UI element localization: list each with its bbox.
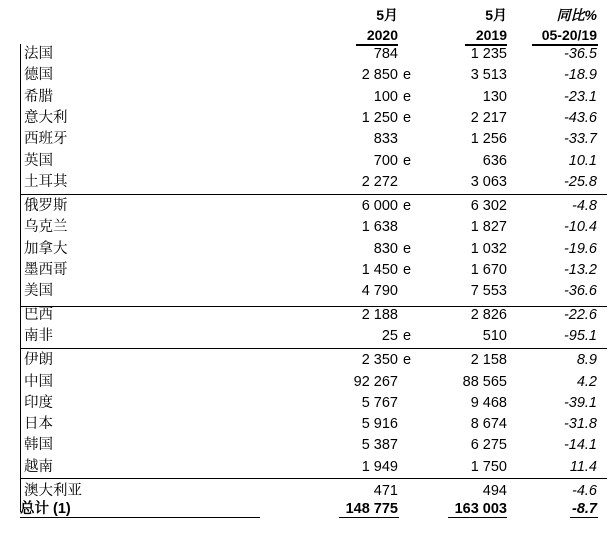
change-percent: -33.7 [563,131,597,148]
table-row [0,372,608,393]
value-2019: 2 826 [470,306,507,323]
country-name: 南非 [24,327,53,344]
change-percent: -22.6 [563,306,597,323]
value-2020: 471 [373,483,398,499]
total-2019: 163 003 [454,501,507,517]
country-name: 西班牙 [24,131,68,148]
header-2020-year: 2020 [366,27,398,43]
value-2020: 784 [373,46,398,62]
change-percent: 11.4 [569,458,597,475]
estimate-flag: e [403,152,412,169]
change-percent: -36.6 [563,283,597,300]
value-2019: 6 275 [470,437,507,454]
value-2019: 1 670 [470,262,507,278]
total-2020-underline [339,517,399,518]
table-row [0,44,608,65]
value-2019: 6 302 [470,198,507,215]
change-percent: -36.5 [563,46,597,62]
value-2020: 100 [373,88,398,105]
table-row [0,217,608,238]
estimate-flag: e [403,240,412,257]
country-name: 韩国 [24,437,53,454]
country-name: 加拿大 [24,240,68,257]
estimate-flag: e [403,198,412,215]
table-row [0,151,608,172]
header-2019-month: 5月 [485,7,507,23]
total-2020: 148 775 [345,501,398,517]
change-percent: -14.1 [563,437,597,454]
country-name: 俄罗斯 [24,198,68,215]
group-separator-asia [20,478,607,479]
table-row [0,196,608,217]
table-row [0,457,608,478]
table-row [0,393,608,414]
change-percent: -23.1 [563,88,597,105]
country-name: 德国 [24,67,53,84]
change-percent: -10.4 [563,219,597,236]
value-2020: 2 272 [361,173,398,190]
country-name: 英国 [24,152,53,169]
table-row [0,129,608,150]
table-row [0,108,608,129]
value-2020: 833 [373,131,398,148]
estimate-flag: e [403,109,412,126]
value-2019: 2 217 [470,109,507,126]
country-name: 伊朗 [24,352,53,369]
total-label: 总计 (1) [20,501,71,517]
table-row [0,87,608,108]
value-2019: 9 468 [470,394,507,411]
value-2020: 830 [373,240,398,257]
table-row [0,172,608,193]
change-percent: 4.2 [576,373,597,390]
total-change-underline [570,517,598,518]
table-row [0,260,608,281]
value-2020: 700 [373,152,398,169]
header-change-title: 同比% [556,7,597,23]
change-percent: -43.6 [563,109,597,126]
value-2020: 1 450 [361,262,398,278]
table-row [0,281,608,302]
country-name: 法国 [24,46,53,62]
value-2020: 5 767 [361,394,398,411]
estimate-flag: e [403,67,412,84]
table-row [0,326,608,347]
value-2020: 2 850 [361,67,398,84]
country-name: 意大利 [24,109,68,126]
value-2019: 1 750 [470,458,507,475]
estimate-flag: e [403,352,412,369]
change-percent: -39.1 [563,394,597,411]
value-2019: 510 [482,327,507,344]
value-2020: 5 916 [361,416,398,433]
change-percent: 8.9 [576,352,597,369]
value-2019: 88 565 [462,373,507,390]
table-row [0,414,608,435]
change-percent: -13.2 [563,262,597,278]
header-change-period: 05-20/19 [541,27,597,43]
table-row [0,239,608,260]
value-2019: 494 [482,483,507,499]
value-2020: 2 350 [361,352,398,369]
value-2019: 1 235 [470,46,507,62]
country-name: 越南 [24,458,53,475]
value-2019: 3 513 [470,67,507,84]
country-name: 美国 [24,283,53,300]
value-2019: 3 063 [470,173,507,190]
country-name: 巴西 [24,306,53,323]
value-2019: 2 158 [470,352,507,369]
table-row [0,435,608,456]
value-2019: 130 [482,88,507,105]
table-row [0,65,608,86]
value-2019: 636 [482,152,507,169]
country-name: 印度 [24,394,53,411]
value-2020: 6 000 [361,198,398,215]
table-row [0,350,608,371]
value-2019: 1 827 [470,219,507,236]
total-2019-underline [448,517,507,518]
value-2019: 8 674 [470,416,507,433]
change-percent: 10.1 [568,152,597,169]
total-change: -8.7 [572,501,597,517]
value-2020: 2 188 [361,306,398,323]
change-percent: -19.6 [563,240,597,257]
country-name: 土耳其 [24,173,68,190]
header-2019-year: 2019 [475,27,507,43]
value-2020: 1 638 [361,219,398,236]
change-percent: -4.6 [572,483,597,499]
value-2020: 5 387 [361,437,398,454]
estimate-flag: e [403,88,412,105]
value-2020: 25 [381,327,398,344]
header-2020-month: 5月 [376,7,398,23]
value-2020: 92 267 [353,373,398,390]
estimate-flag: e [403,327,412,344]
estimate-flag: e [403,262,412,278]
total-label-underline [20,517,260,518]
country-name: 日本 [24,416,53,433]
country-name: 希腊 [24,88,53,105]
value-2019: 1 256 [470,131,507,148]
group-separator-africa [20,348,607,349]
change-percent: -18.9 [563,67,597,84]
country-name: 乌克兰 [24,219,68,236]
value-2019: 1 032 [470,240,507,257]
value-2019: 7 553 [470,283,507,300]
country-name: 中国 [24,373,53,390]
value-2020: 1 949 [361,458,398,475]
country-name: 墨西哥 [24,262,68,278]
value-2020: 1 250 [361,109,398,126]
change-percent: -31.8 [563,416,597,433]
change-percent: -4.8 [572,198,597,215]
change-percent: -95.1 [563,327,597,344]
country-name: 澳大利亚 [24,483,82,499]
table-row [0,305,608,326]
value-2020: 4 790 [361,283,398,300]
change-percent: -25.8 [563,173,597,190]
